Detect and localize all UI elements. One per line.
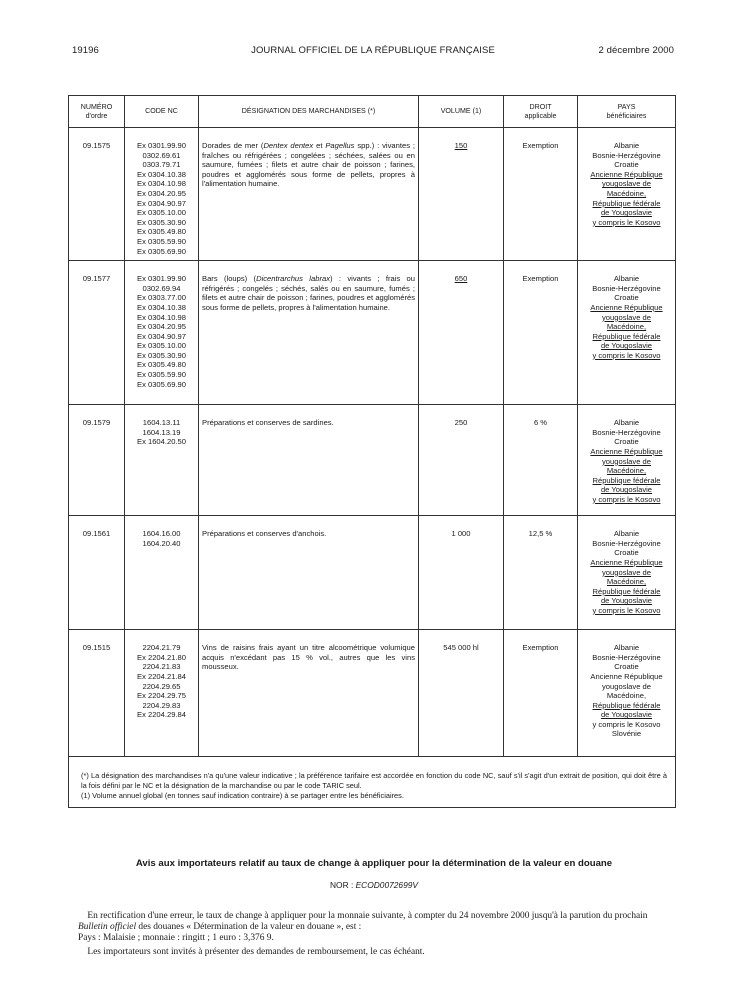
numero-ordre: 09.1575 [82, 141, 111, 150]
pays-beneficiaire: République fédérale [592, 586, 661, 596]
col-header-pays-line2: bénéficiaires [606, 111, 647, 120]
pays-beneficiaire: République fédérale [592, 700, 661, 710]
code-nc: Ex 0305.69.90 [137, 379, 186, 389]
droit-value: Exemption [522, 274, 559, 284]
pays-cell [578, 516, 676, 630]
code-nc: Ex 0304.90.97 [137, 198, 186, 208]
page-number: 19196 [72, 45, 99, 56]
avis-paragraph-1-start: En rectification d'une erreur, le taux de change à appliquer pour la monnaie suivante, à compter du 24 novembre 2000 jusqu'à la parution du prochain [87, 911, 648, 921]
code-nc: Ex 0304.20.95 [137, 322, 186, 332]
bulletin-officiel-title: Bulletin officiel [78, 922, 137, 933]
col-header-numero-line2: d'ordre [85, 111, 108, 120]
code-nc: Ex 0305.59.90 [137, 236, 186, 246]
journal-title: JOURNAL OFFICIEL DE LA RÉPUBLIQUE FRANÇAISE [251, 45, 495, 56]
code-nc: Ex 2204.29.84 [137, 710, 186, 720]
avis-pays-line: Pays : Malaisie ; monnaie : ringitt ; 1 euro : 3,376 9. [78, 933, 274, 944]
col-header-droit-line2: applicable [524, 111, 557, 120]
table-header-row [69, 96, 676, 128]
code-nc: 2204.21.79 [142, 643, 181, 653]
code-nc: 2204.29.65 [142, 681, 181, 691]
pays-beneficiaire: Bosnie-Herzégovine [592, 538, 661, 548]
volume-value: 1 000 [451, 529, 471, 539]
avis-paragraph-2 [78, 947, 676, 958]
pays-beneficiaire: Bosnie-Herzégovine [592, 150, 661, 160]
species-name: Pagellus [325, 141, 355, 150]
col-header-numero [69, 96, 125, 128]
avis-paragraph-1-end: des douanes « Détermination de la valeur en douane », est : [136, 922, 362, 933]
pays-beneficiaire: y compris le Kosovo [592, 719, 661, 729]
pays-beneficiaire: Croatie [614, 293, 639, 303]
pays-beneficiaire: Ancienne République [590, 302, 663, 312]
code-nc: Ex 0303.77.00 [137, 293, 186, 303]
code-nc-cell [125, 261, 199, 405]
pays-beneficiaire: yougoslave de [602, 567, 651, 577]
pays-beneficiaire: yougoslave de [602, 312, 651, 322]
code-nc-cell [125, 516, 199, 630]
pays-beneficiaire: Albanie [613, 529, 640, 539]
code-nc: Ex 0301.99.90 [137, 141, 186, 150]
designation-cell [199, 405, 419, 516]
code-nc: 1604.16.00 [142, 529, 181, 539]
code-nc: 0303.79.71 [142, 160, 181, 170]
pays-cell [578, 128, 676, 261]
table-row [69, 630, 676, 757]
code-nc: 1604.13.19 [142, 427, 181, 437]
pays-beneficiaire: y compris le Kosovo [592, 350, 661, 360]
species-name: Dicentrarchus labrax [256, 274, 330, 284]
pays-beneficiaire: Albanie [613, 643, 640, 653]
pays-beneficiaire: de Yougoslavie [600, 596, 653, 606]
pays-beneficiaire: Croatie [614, 160, 639, 170]
volume-cell [419, 405, 504, 516]
pays-cell [578, 630, 676, 757]
numero-ordre-cell [69, 405, 125, 516]
pays-beneficiaire: y compris le Kosovo [592, 217, 661, 227]
droit-cell [504, 516, 578, 630]
designation-cell [199, 128, 419, 261]
code-nc: 0302.69.61 [142, 150, 181, 160]
pays-beneficiaire: République fédérale [592, 198, 661, 208]
table-notes-row [69, 757, 676, 808]
col-header-volume: VOLUME (1) [419, 96, 504, 128]
avis-paragraph-2-text: Les importateurs sont invités à présenter des demandes de remboursement, le cas échéant. [87, 946, 425, 957]
designation-text: Préparations et conserves d'anchois. [202, 529, 327, 539]
droit-value: Exemption [522, 141, 559, 150]
pays-beneficiaire: République fédérale [592, 331, 661, 341]
code-nc: 0302.69.94 [142, 283, 181, 293]
designation-text: spp.) : vivantes ; fraîches ou réfrigérées ; congelées ; séchées, salées ou en saumure, fumées ; filets et autre chair de poisson ; farines, poudres et agglomérés sous forme de pellets, propres à l'alimentation humaine. [202, 141, 415, 189]
code-nc: Ex 0301.99.90 [137, 274, 186, 284]
pays-beneficiaire: Albanie [613, 418, 640, 428]
table-notes [69, 757, 676, 808]
volume-value: 150 [454, 141, 468, 150]
pays-beneficiaire: yougoslave de [602, 681, 651, 691]
pays-beneficiaire: Ancienne République [590, 557, 663, 567]
col-header-numero-line1: NUMÉRO [80, 102, 113, 111]
code-nc: Ex 0305.30.90 [137, 350, 186, 360]
code-nc: Ex 0304.10.38 [137, 169, 186, 179]
pays-beneficiaire: Macédoine, [606, 466, 647, 476]
col-header-pays-line1: PAYS [617, 102, 636, 111]
code-nc-cell [125, 405, 199, 516]
numero-ordre-cell [69, 516, 125, 630]
code-nc: Ex 0305.10.00 [137, 208, 186, 218]
code-nc: 2204.21.83 [142, 662, 181, 672]
col-header-designation: DÉSIGNATION DES MARCHANDISES (*) [199, 96, 419, 128]
droit-value: 6 % [533, 418, 548, 428]
col-header-pays [578, 96, 676, 128]
col-header-code-nc: CODE NC [125, 96, 199, 128]
avis-paragraph-1 [78, 911, 676, 933]
code-nc-cell [125, 128, 199, 261]
table-row [69, 516, 676, 630]
droit-cell [504, 128, 578, 261]
nor-reference [60, 880, 688, 890]
nor-label: NOR : [330, 880, 356, 890]
droit-value: 12,5 % [528, 529, 553, 539]
table-row [69, 405, 676, 516]
pays-beneficiaire: y compris le Kosovo [592, 605, 661, 615]
pays-beneficiaire: Macédoine, [606, 322, 647, 332]
pays-beneficiaire: Bosnie-Herzégovine [592, 652, 661, 662]
pays-beneficiaire: Ancienne République [590, 446, 663, 456]
designation-text: ) : vivants ; frais ou réfrigérés ; congelés ; séchés, salés ou en saumure, fumés ; filets et autre chair de poisson ; farines, poudres et agglomérés sous forme de pellets, propres à l'alimentation humaine. [202, 274, 416, 312]
pays-beneficiaire: de Yougoslavie [600, 710, 653, 720]
droit-cell [504, 261, 578, 405]
code-nc: 1604.13.11 [142, 418, 181, 428]
issue-date: 2 décembre 2000 [598, 45, 674, 56]
avis-body [78, 911, 676, 958]
pays-beneficiaire: de Yougoslavie [600, 485, 653, 495]
table-row [69, 261, 676, 405]
species-name: Dentex dentex [263, 141, 314, 150]
nor-code: ECOD0072699V [355, 880, 418, 890]
pays-beneficiaire: Slovénie [611, 729, 642, 739]
volume-value: 545 000 hl [443, 643, 479, 653]
pays-cell [578, 405, 676, 516]
col-header-droit-line1: DROIT [529, 102, 552, 111]
volume-cell [419, 516, 504, 630]
pays-beneficiaire: de Yougoslavie [600, 341, 653, 351]
pays-beneficiaire: République fédérale [592, 475, 661, 485]
code-nc: Ex 0304.90.97 [137, 331, 186, 341]
pays-beneficiaire: yougoslave de [602, 456, 651, 466]
numero-ordre-cell [69, 261, 125, 405]
footnote-designation: (*) La désignation des marchandises n'a qu'une valeur indicative ; la préférence tarifaire est accordée en fonction du code NC, sauf s'il s'agit d'un extrait de position, qui doit être à la fois défini par le NC et la désignation de la marchandise ou par le code TARIC seul. [81, 771, 667, 791]
designation-text: Dorades de mer ( [202, 141, 264, 150]
pays-beneficiaire: Macédoine, [606, 577, 647, 587]
footnote-volume: (1) Volume annuel global (en tonnes sauf indication contraire) à se partager entre les bénéficiaires. [81, 791, 404, 801]
pays-beneficiaire: Ancienne République [590, 671, 663, 681]
pays-beneficiaire: Croatie [614, 662, 639, 672]
pays-beneficiaire: Croatie [614, 437, 639, 447]
code-nc: Ex 2204.21.80 [137, 652, 186, 662]
designation-text: et [313, 141, 326, 150]
code-nc: Ex 1604.20.50 [137, 437, 186, 447]
pays-beneficiaire: Croatie [614, 548, 639, 558]
pays-beneficiaire: Bosnie-Herzégovine [592, 427, 661, 437]
designation-cell [199, 630, 419, 757]
pays-beneficiaire: Macédoine, [606, 188, 647, 198]
volume-cell [419, 261, 504, 405]
avis-title: Avis aux importateurs relatif au taux de change à appliquer pour la détermination de la valeur en douane [135, 858, 613, 869]
droit-cell [504, 630, 578, 757]
pays-beneficiaire: Albanie [613, 274, 640, 284]
volume-cell [419, 128, 504, 261]
pays-beneficiaire: de Yougoslavie [600, 208, 653, 218]
pays-beneficiaire: y compris le Kosovo [592, 494, 661, 504]
pays-beneficiaire: Albanie [613, 141, 640, 150]
designation-text: Vins de raisins frais ayant un titre alcoométrique volumique acquis n'excédant pas 15 % vol., autres que les vins mousseux. [202, 643, 415, 672]
code-nc: 2204.29.83 [142, 700, 181, 710]
page-header [72, 45, 674, 59]
numero-ordre: 09.1577 [82, 274, 111, 284]
droit-value: Exemption [522, 643, 559, 653]
code-nc: 1604.20.40 [142, 538, 181, 548]
pays-beneficiaire: yougoslave de [602, 179, 651, 189]
pays-cell [578, 261, 676, 405]
droit-cell [504, 405, 578, 516]
numero-ordre-cell [69, 128, 125, 261]
code-nc: Ex 0304.10.98 [137, 179, 186, 189]
designation-text: Préparations et conserves de sardines. [202, 418, 334, 428]
numero-ordre: 09.1561 [82, 529, 111, 539]
code-nc: Ex 2204.21.84 [137, 671, 186, 681]
designation-text: Bars (loups) ( [202, 274, 257, 284]
col-header-droit [504, 96, 578, 128]
code-nc: Ex 0305.10.00 [137, 341, 186, 351]
code-nc: Ex 0304.10.98 [137, 312, 186, 322]
pays-beneficiaire: Bosnie-Herzégovine [592, 283, 661, 293]
designation-cell [199, 516, 419, 630]
designation-cell [199, 261, 419, 405]
code-nc: Ex 0304.20.95 [137, 188, 186, 198]
code-nc: Ex 0304.10.38 [137, 302, 186, 312]
volume-value: 250 [454, 418, 468, 428]
numero-ordre: 09.1515 [82, 643, 111, 653]
code-nc: Ex 0305.30.90 [137, 217, 186, 227]
code-nc: Ex 0305.49.80 [137, 227, 186, 237]
code-nc: Ex 0305.69.90 [137, 246, 186, 256]
code-nc: Ex 0305.49.80 [137, 360, 186, 370]
volume-value: 650 [454, 274, 468, 284]
code-nc-cell [125, 630, 199, 757]
numero-ordre: 09.1579 [82, 418, 111, 428]
pays-beneficiaire: Macédoine, [606, 691, 647, 701]
volume-cell [419, 630, 504, 757]
table-row [69, 128, 676, 261]
code-nc: Ex 0305.59.90 [137, 370, 186, 380]
pays-beneficiaire: Ancienne République [590, 169, 663, 179]
numero-ordre-cell [69, 630, 125, 757]
tariff-quota-table [68, 95, 676, 808]
code-nc: Ex 2204.29.75 [137, 691, 186, 701]
